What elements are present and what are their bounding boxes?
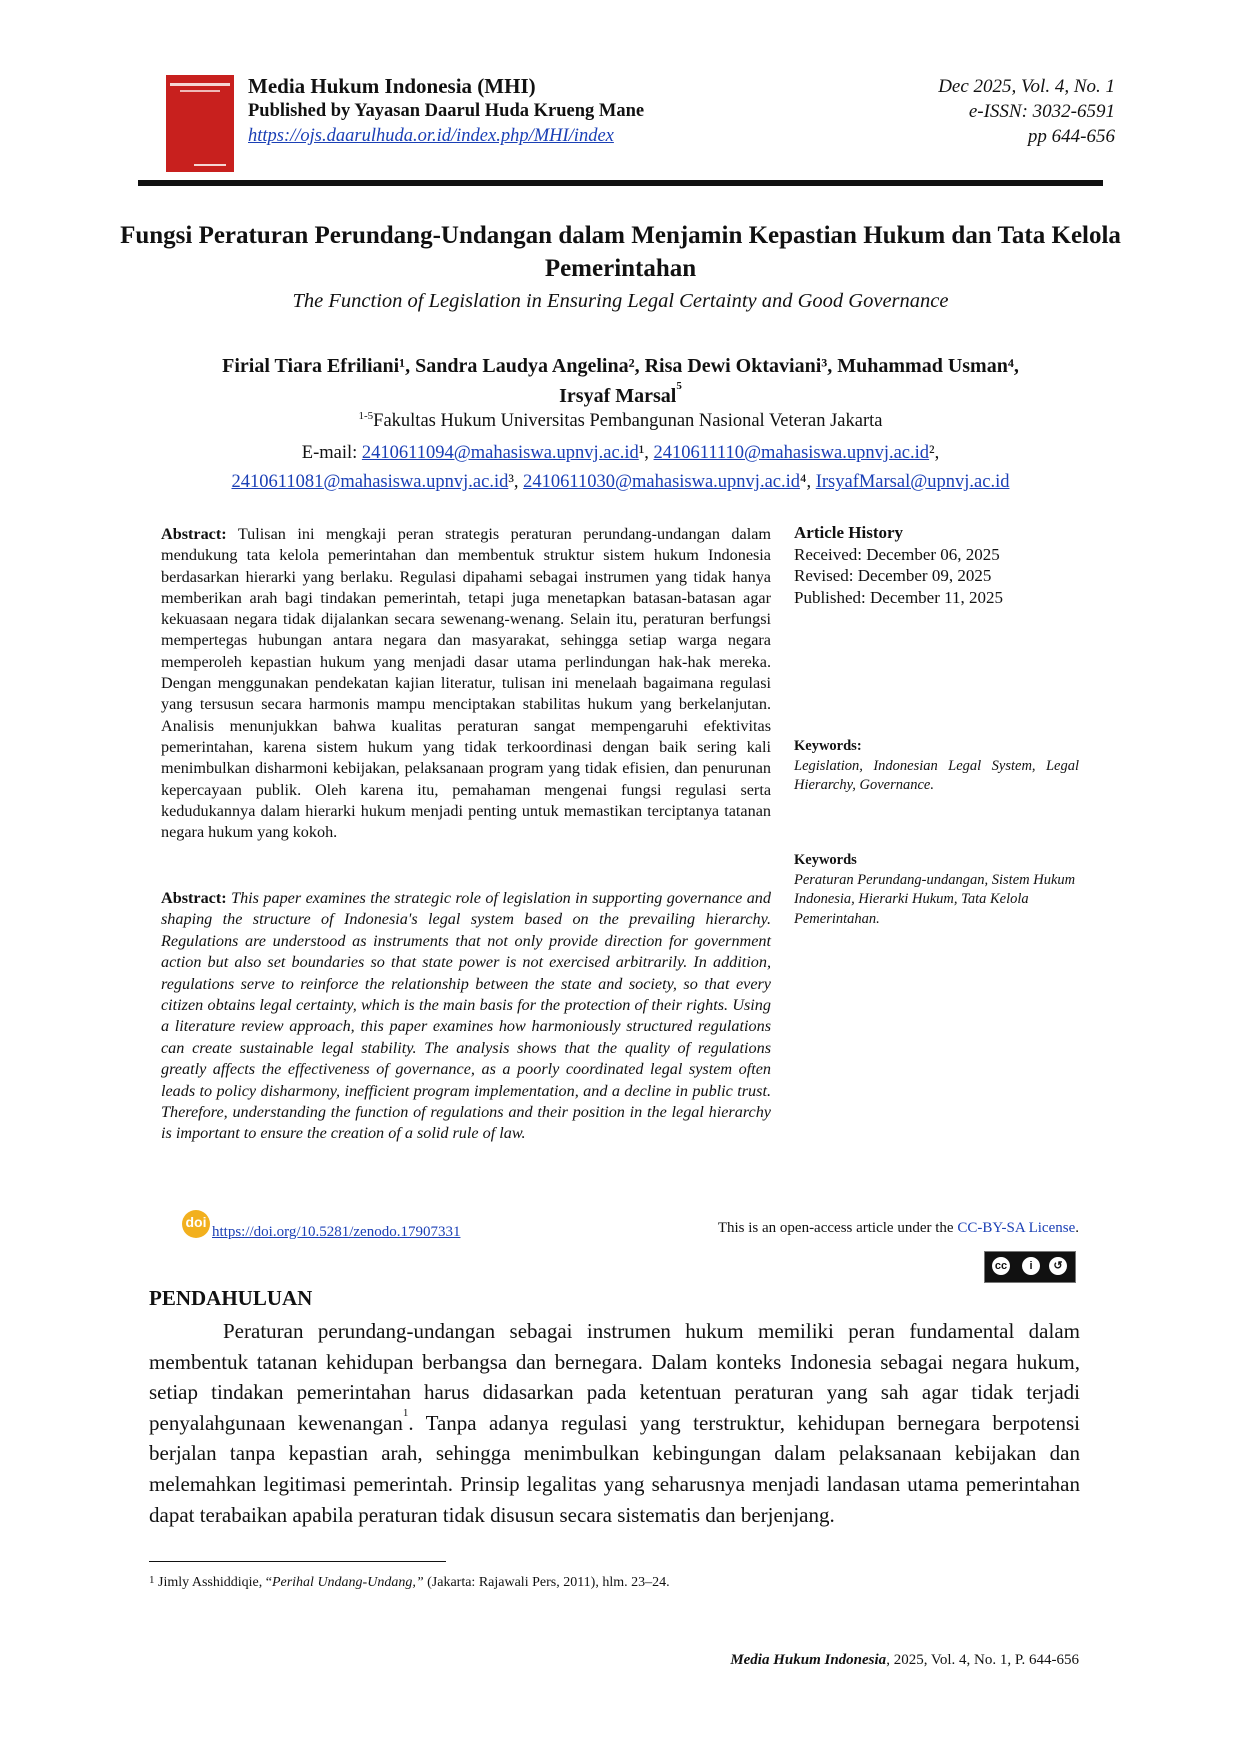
- abstract-indonesian: [161, 524, 771, 843]
- affiliation-sup: 1-5: [358, 410, 374, 422]
- email-mark-3: ³,: [508, 472, 524, 492]
- footnote-rule: [149, 1561, 446, 1562]
- by-icon: i: [1020, 1255, 1042, 1277]
- footnote: [149, 1575, 1049, 1591]
- email-link-2[interactable]: 2410611110@mahasiswa.upnvj.ac.id: [653, 443, 930, 463]
- article-subtitle: The Function of Legislation in Ensuring Legal Certainty and Good Governance: [292, 290, 949, 312]
- authors-line-2: Irsyaf Marsal: [559, 385, 677, 407]
- keywords-english: [794, 737, 1079, 796]
- keywords-id-text: Peraturan Perundang-undangan, Sistem Hukum Indonesia, Hierarki Hukum, Tata Kelola Pemerintahan.: [794, 871, 1076, 927]
- article-history: [794, 522, 1094, 608]
- authors-line-1: Firial Tiara Efriliani¹, Sandra Laudya Angelina², Risa Dewi Oktaviani³, Muhammad Usman⁴,: [222, 355, 1019, 377]
- abstract-en-label: Abstract:: [161, 889, 227, 907]
- para-part-1: Peraturan perundang-undangan sebagai instrumen hukum memiliki peran fundamental dalam membentuk tatanan kehidupan berbangsa dan bernegara. Dalam konteks Indonesia sebagai negara hukum, setiap tindakan pemerintahan harus didasarkan pada ketentuan peraturan yang sah agar tidak terjadi penyalahgunaan kewenangan: [149, 1319, 1080, 1435]
- email-link-4[interactable]: 2410611030@mahasiswa.upnvj.ac.id: [523, 472, 801, 492]
- abstract-id-label: Abstract:: [161, 525, 227, 543]
- author-sup: 5: [676, 380, 682, 392]
- footnote-post: (Jakarta: Rajawali Pers, 2011), hlm. 23–24.: [423, 1575, 670, 1590]
- history-published: Published: December 11, 2025: [794, 587, 1003, 607]
- history-heading: Article History: [794, 523, 904, 542]
- email-mark-1: ¹,: [638, 443, 654, 463]
- footer-journal: Media Hukum Indonesia: [730, 1652, 887, 1668]
- keywords-id-heading: Keywords: [794, 852, 857, 868]
- history-revised: Revised: December 09, 2025: [794, 566, 992, 585]
- history-received: Received: December 06, 2025: [794, 544, 1000, 564]
- affiliation: [130, 411, 1111, 432]
- affiliation-text: Fakultas Hukum Universitas Pembangunan Nasional Veteran Jakarta: [373, 411, 883, 431]
- email-link-3[interactable]: 2410611081@mahasiswa.upnvj.ac.id: [231, 472, 509, 492]
- footnote-number: 1: [149, 1574, 155, 1586]
- doi-link[interactable]: https://doi.org/10.5281/zenodo.17907331: [212, 1224, 461, 1240]
- doi-icon-text: doi: [185, 1214, 207, 1230]
- journal-cover-image: [166, 75, 234, 172]
- abstract-english: [161, 888, 771, 1145]
- header-rule: [138, 180, 1103, 186]
- email-link-1[interactable]: 2410611094@mahasiswa.upnvj.ac.id: [361, 443, 639, 463]
- email-label: E-mail:: [301, 443, 362, 463]
- para-part-2: . Tanpa adanya regulasi yang terstruktur, kehidupan bernegara berpotensi berjalan tanpa kepastian arah, sehingga menimbulkan kebingungan dalam pelaksanaan kebijakan dan melemahkan legitimasi pemerintah. Prinsip legalitas yang seharusnya menjadi landasan utama pemerintahan dapat terabaikan apabila peraturan tidak disusun secara sistematis dan berjenjang.: [149, 1410, 1080, 1527]
- footnote-italic: Perihal Undang-Undang,”: [271, 1575, 424, 1590]
- journal-url-link[interactable]: https://ojs.daarulhuda.or.id/index.php/MHI/index: [248, 126, 614, 146]
- footer-rest: , 2025, Vol. 4, No. 1, P. 644-656: [886, 1652, 1079, 1668]
- footnote-ref[interactable]: 1: [402, 1406, 409, 1419]
- journal-name: Media Hukum Indonesia (MHI): [248, 74, 536, 98]
- page-footer: [379, 1652, 1079, 1669]
- cc-icon: cc: [990, 1255, 1012, 1277]
- email-mark-2: ²,: [929, 443, 940, 463]
- license-notice: [619, 1220, 1079, 1237]
- issue-info: [815, 74, 1115, 149]
- abstract-id-text: Tulisan ini mengkaji peran strategis peraturan perundang-undangan dalam mendukung tata kelola pemerintahan dan membentuk struktur sistem hukum Indonesia berdasarkan hierarki yang berlaku. Regulasi dipahami sebagai instrumen yang tidak hanya memberikan arah bagi tindakan pemerintah, tetapi juga menetapkan batasan-batasan agar kekuasaan negara tidak dijalankan secara sewenang-wenang. Selain itu, peraturan berfungsi mempertegas hubungan antara negara dan masyarakat, sehingga setiap warga negara memperoleh kepastian hukum yang menjadi dasar utama perlindungan hak-hak mereka. Dengan menggunakan pendekatan kajian literatur, tulisan ini menelaah bagaimana regulasi yang tersusun secara harmonis mampu menciptakan stabilitas hukum yang berkelanjutan. Analisis menunjukkan bahwa kualitas peraturan sangat mempengaruhi efektivitas pemerintahan, karena sistem hukum yang tidak terkoordinasi dengan baik sering kali menimbulkan disharmoni kebijakan, pelaksanaan program yang tidak efisien, dan penurunan kepercayaan publik. Oleh karena itu, pemahaman mengenai fungsi regulasi serta kedudukannya dalam hierarki hukum menjadi penting untuk memastikan terciptanya tatanan negara hukum yang kokoh.: [161, 525, 771, 842]
- keywords-en-heading: Keywords:: [794, 738, 862, 754]
- doi-icon: [182, 1210, 210, 1238]
- cc-by-sa-badge-icon[interactable]: [984, 1251, 1076, 1283]
- issue-volume: Dec 2025, Vol. 4, No. 1: [938, 76, 1115, 97]
- publisher: Published by Yayasan Daarul Huda Krueng Mane: [248, 101, 645, 121]
- section-heading: PENDAHULUAN: [149, 1286, 313, 1310]
- email-block: [140, 439, 1101, 497]
- keywords-en-text: Legislation, Indonesian Legal System, Legal Hierarchy, Governance.: [794, 757, 1079, 793]
- license-text: This is an open-access article under the: [717, 1220, 958, 1236]
- keywords-indonesian: [794, 851, 1079, 929]
- footnote-pre: Jimly Asshiddiqie, “: [154, 1575, 272, 1590]
- email-link-5[interactable]: IrsyafMarsal@upnvj.ac.id: [815, 472, 1010, 492]
- article-title: Fungsi Peraturan Perundang-Undangan dalam Menjamin Kepastian Hukum dan Tata Kelola Pemerintahan: [120, 222, 1121, 282]
- license-end: .: [1075, 1220, 1079, 1236]
- author-list: [130, 351, 1111, 411]
- page-range: pp 644-656: [1027, 126, 1115, 147]
- sa-icon: ↺: [1047, 1255, 1069, 1277]
- license-link[interactable]: CC-BY-SA License: [957, 1220, 1076, 1236]
- email-mark-4: ⁴,: [800, 472, 816, 492]
- journal-header: [248, 74, 728, 149]
- eissn: e-ISSN: 3032-6591: [968, 101, 1115, 122]
- intro-paragraph: [149, 1316, 1080, 1530]
- abstract-en-text: This paper examines the strategic role of legislation in supporting governance and shaping the structure of Indonesia's legal system based on the prevailing hierarchy. Regulations are understood as instruments that not only provide direction for government action but also set boundaries so that state power is not exercised arbitrarily. In addition, regulations serve to reinforce the relationship between the state and society, so that every citizen obtains legal certainty, which is the main basis for the protection of their rights. Using a literature review approach, this paper examines how harmoniously structured regulations can create sustainable legal stability. The analysis shows that the quality of regulations greatly affects the effectiveness of governance, as a poorly coordinated legal system often leads to policy disharmony, inefficient program implementation, and a decline in public trust. Therefore, understanding the function of regulations and their position in the legal hierarchy is important to ensure the creation of a solid rule of law.: [161, 889, 771, 1143]
